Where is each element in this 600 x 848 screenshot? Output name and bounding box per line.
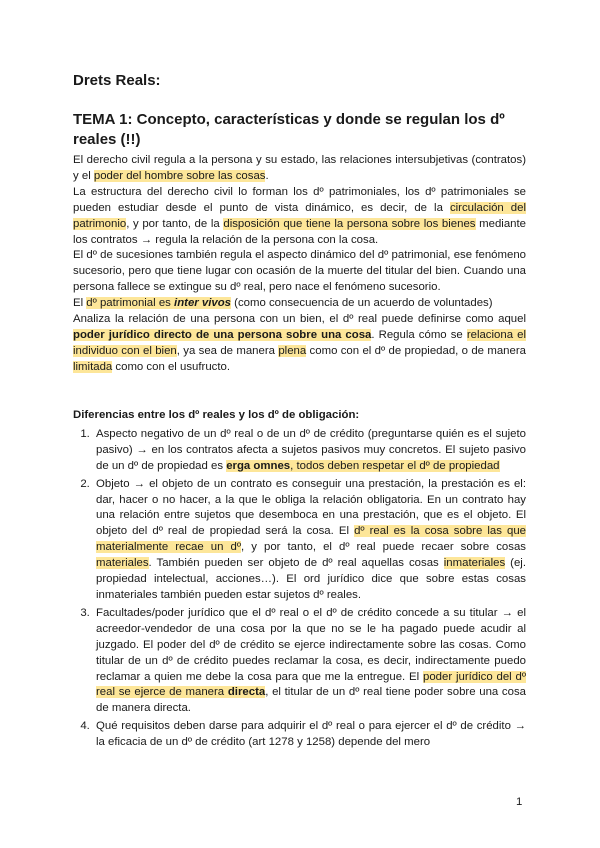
- highlighted-text: dº real es la cosa sobre las que materialmente recae un dº: [96, 525, 526, 554]
- text-run: , el titular de un dº real tiene poder sobre una cosa de manera directa.: [96, 686, 526, 715]
- text-run: Objeto → el objeto de un contrato es conseguir una prestación, la prestación es el: dar, hacer o no hacer, a la que le obliga la relación obligatoria. En un contrato hay una relación entre sujetos que desemboca en una prestación, que es el objeto. El objeto del dº real de propiedad será la cosa. El: [96, 477, 526, 538]
- text-run: . Regula cómo se: [371, 328, 467, 341]
- highlighted-text: poder del hombre sobre las cosas: [93, 169, 266, 182]
- intro-paragraph: [73, 185, 526, 249]
- highlighted-text: dº patrimonial es: [86, 297, 175, 310]
- text-run: La estructura del derecho civil lo forman los dº patrimoniales, los dº patrimoniales se pueden estudiar desde el punto de vista dinámico, es decir, de la: [73, 185, 526, 214]
- text-run: , y por tanto, el dº real puede recaer sobre cosas: [241, 541, 526, 554]
- document-title: Drets Reals:: [73, 72, 161, 89]
- highlighted-text: limitada: [73, 360, 113, 373]
- text-run: . También pueden ser objeto de dº real aquellas cosas: [148, 557, 444, 570]
- intro-paragraph: [73, 248, 526, 296]
- text-run: (como consecuencia de un acuerdo de voluntades): [231, 297, 493, 310]
- highlighted-text: erga omnes: [226, 459, 291, 472]
- text-run: (ej. propiedad intelectual, acciones…). El ord jurídico dice que sobre estas cosas inmateriales también pueden estar sujetos dº reales.: [96, 557, 526, 601]
- differences-section: [73, 408, 526, 753]
- highlighted-text: , todos deben respetar el dº de propiedad: [290, 459, 500, 472]
- text-run: , y por tanto, de la: [126, 217, 224, 230]
- highlighted-text: inmateriales: [443, 557, 506, 570]
- intro-section: [73, 153, 526, 376]
- text-run: mediante los contratos → regula la relación de la persona con la cosa.: [73, 217, 526, 246]
- text-run: como con el dº de propiedad, o de manera: [306, 344, 526, 357]
- highlighted-text: poder jurídico del dº real se ejerce de manera: [96, 670, 527, 699]
- text-run: como con el usufructo.: [112, 360, 231, 373]
- highlighted-text: relaciona el individuo con el bien: [73, 328, 526, 357]
- intro-paragraph: [73, 312, 526, 376]
- topic-heading: TEMA 1: Concepto, características y donde se regulan los dº reales (!!): [73, 111, 505, 148]
- section-title: Diferencias entre los dº reales y los dº de obligación:: [73, 409, 360, 421]
- text-run: El: [73, 297, 87, 310]
- text-run: Qué requisitos deben darse para adquirir el dº real o para ejercer el dº de crédito → la eficacia de un dº de crédito (art 1278 y 1258) depende del mero: [96, 720, 526, 749]
- highlighted-text: poder jurídico directo de una persona sobre una cosa: [73, 328, 372, 341]
- text-run: , ya sea de manera: [176, 344, 279, 357]
- list-item: [93, 427, 526, 475]
- intro-paragraph: [73, 296, 526, 312]
- highlighted-text: circulación del patrimonio: [73, 201, 526, 230]
- text-run: El derecho civil regula a la persona y su estado, las relaciones intersubjetivas (contratos) y el: [73, 154, 526, 182]
- text-run: Aspecto negativo de un dº real o de un dº de crédito (preguntarse quién es el sujeto pasivo) → en los contratos afecta a sujetos pasivos muy concretos. El sujeto pasivo de un dº de propiedad es: [96, 427, 526, 472]
- highlighted-text: materiales: [96, 557, 149, 570]
- highlighted-text: directa: [227, 686, 266, 699]
- text-run: Facultades/poder jurídico que el dº real o el dº de crédito concede a su titular → el acreedor-vendedor de una cosa por la que no se le ha pagado puede acudir al juzgado. El poder del dº de crédito se ejerce indirectamente sobre las cosas. Como titular de un dº de crédito puedes reclamar la cosa, es decir, indirectamente puedo reclamar a quien me debe la cosa para que me la entregue. El: [96, 606, 526, 683]
- text-run: .: [265, 169, 269, 182]
- list-item: [93, 477, 526, 604]
- highlighted-text: disposición que tiene la persona sobre los bienes: [223, 217, 476, 230]
- intro-paragraph: [73, 153, 526, 185]
- list-item: [93, 606, 526, 717]
- differences-list: [73, 427, 526, 751]
- highlighted-text: inter vivos: [174, 297, 232, 310]
- list-item: [93, 719, 526, 751]
- text-run: Analiza la relación de una persona con un bien, el dº real puede definirse como aquel: [73, 313, 526, 326]
- highlighted-text: plena: [278, 344, 307, 357]
- page-number: 1: [516, 796, 523, 808]
- text-run: El dº de sucesiones también regula el aspecto dinámico del dº patrimonial, ese fenómeno sucesorio, pero que tiene lugar con ocasión de la muerte del titular del bien. Cuando una persona fallece se extingue su dº real, pero nace el fenómeno sucesorio.: [73, 249, 526, 294]
